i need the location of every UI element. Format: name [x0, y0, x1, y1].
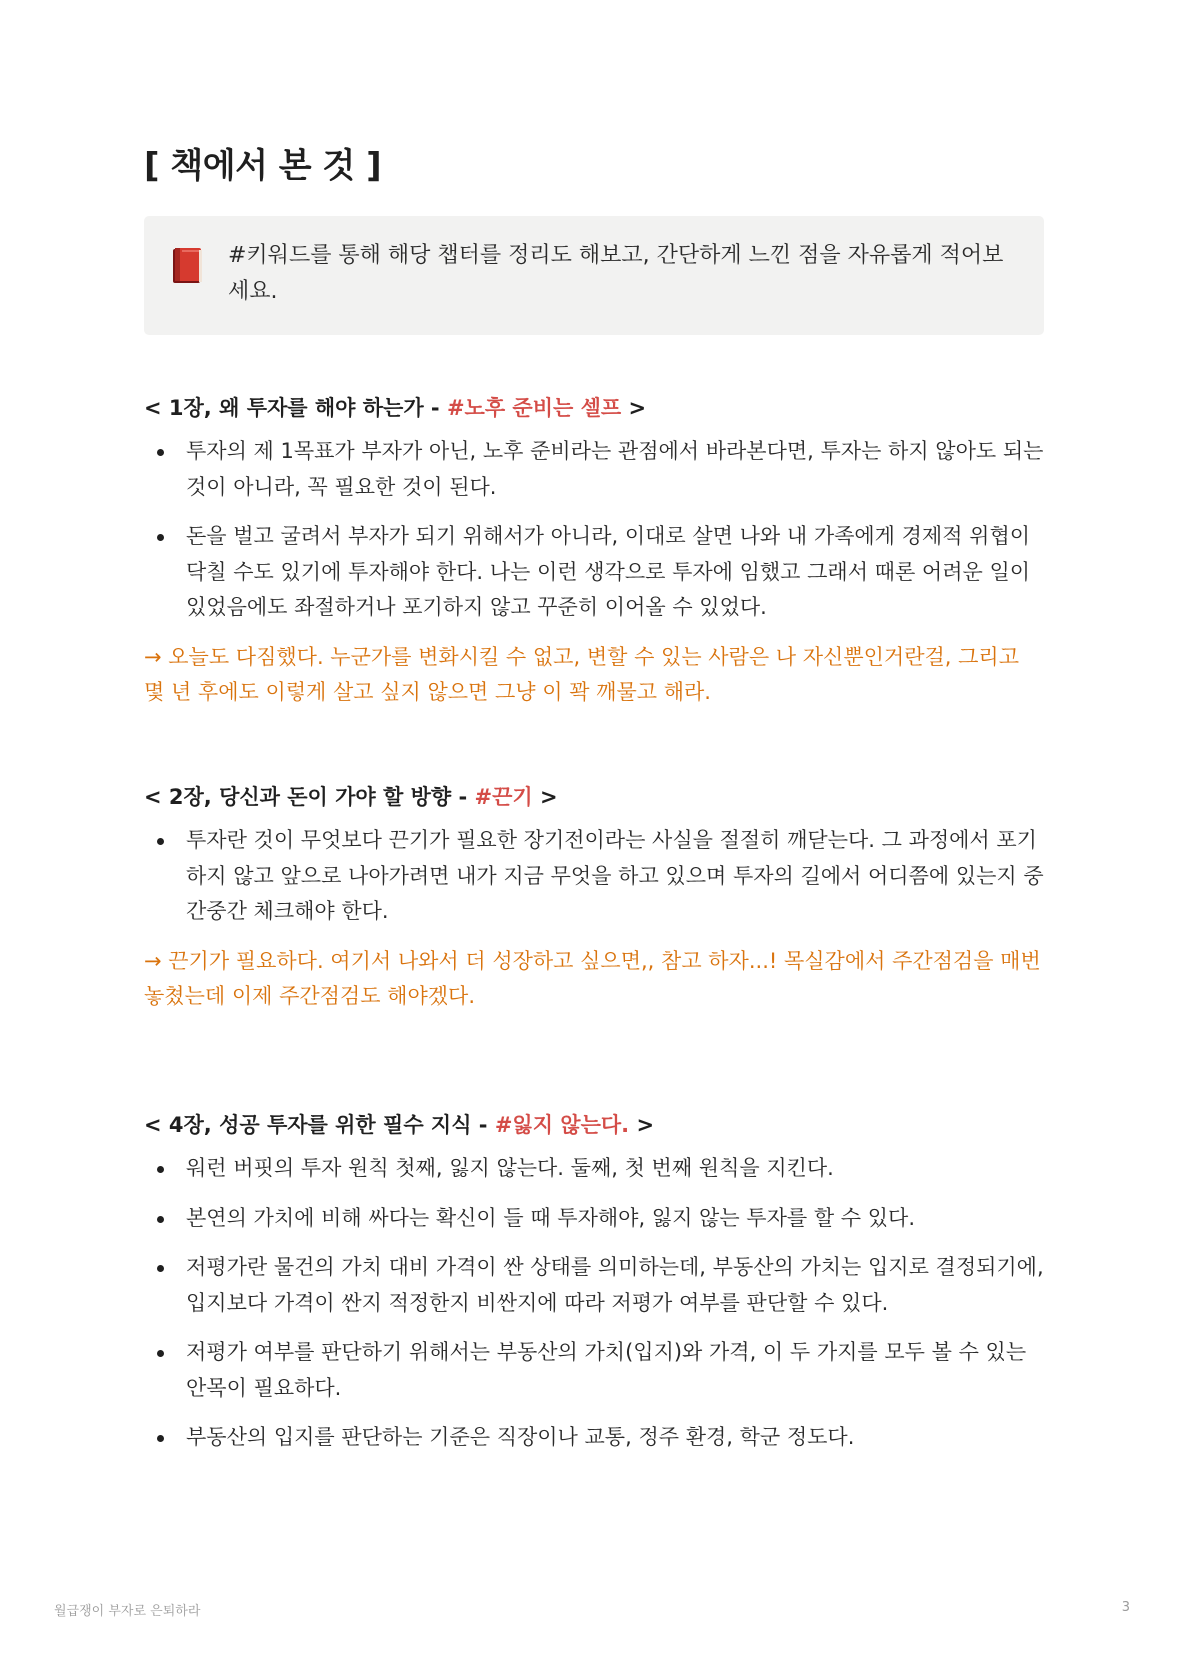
bullet-list — [144, 823, 1044, 930]
list-item: 본연의 가치에 비해 싸다는 확신이 들 때 투자해야, 잃지 않는 투자를 할 수 있다. — [144, 1201, 1044, 1237]
list-item: 돈을 벌고 굴려서 부자가 되기 위해서가 아니라, 이대로 살면 나와 내 가족에게 경제적 위협이 닥칠 수도 있기에 투자해야 한다. 나는 이런 생각으로 투자에 임했고 그래서 때론 어려운 일이 있었음에도 좌절하거나 포기하지 않고 꾸준히 이어올 수 있었다. — [144, 519, 1044, 626]
callout-text: #키워드를 통해 해당 챕터를 정리도 해보고, 간단하게 느낀 점을 자유롭게 적어보세요. — [228, 243, 1004, 304]
section-heading — [144, 1110, 1044, 1140]
footer-page-number: 3 — [1121, 1600, 1130, 1615]
heading-prefix: < 1장, 왜 투자를 해야 하는가 - — [144, 396, 447, 420]
page-title: [ 책에서 본 것 ] — [144, 146, 382, 186]
section-chapter-2 — [144, 782, 1044, 1015]
list-item: 저평가 여부를 판단하기 위해서는 부동산의 가치(입지)와 가격, 이 두 가지를 모두 볼 수 있는 안목이 필요하다. — [144, 1335, 1044, 1406]
heading-keyword: #끈기 — [474, 785, 533, 809]
section-chapter-1 — [144, 393, 1044, 711]
bullet-list — [144, 1151, 1044, 1456]
section-heading — [144, 782, 1044, 812]
red-book-icon — [170, 246, 204, 286]
heading-suffix: > — [629, 1113, 655, 1137]
heading-suffix: > — [621, 396, 647, 420]
heading-keyword: #노후 준비는 셀프 — [446, 396, 622, 420]
list-item: 부동산의 입지를 판단하는 기준은 직장이나 교통, 정주 환경, 학군 정도다. — [144, 1420, 1044, 1456]
list-item: 투자란 것이 무엇보다 끈기가 필요한 장기전이라는 사실을 절절히 깨닫는다. 그 과정에서 포기하지 않고 앞으로 나아가려면 내가 지금 무엇을 하고 있으며 투자의 길에서 어디쯤에 있는지 중간중간 체크해야 한다. — [144, 823, 1044, 930]
section-heading — [144, 393, 1044, 423]
reflection-note: → 끈기가 필요하다. 여기서 나와서 더 성장하고 싶으면,, 참고 하자...! 목실감에서 주간점검을 매번 놓쳤는데 이제 주간점검도 해야겠다. — [144, 948, 1041, 1008]
heading-keyword: #잃지 않는다. — [494, 1113, 630, 1137]
callout-box — [144, 216, 1044, 335]
heading-prefix: < 4장, 성공 투자를 위한 필수 지식 - — [144, 1113, 495, 1137]
reflection-note: → 오늘도 다짐했다. 누군가를 변화시킬 수 없고, 변할 수 있는 사람은 나 자신뿐인거란걸, 그리고 몇 년 후에도 이렇게 살고 싶지 않으면 그냥 이 꽉 깨물고 해라. — [144, 644, 1019, 704]
bullet-list — [144, 434, 1044, 626]
heading-suffix: > — [532, 785, 558, 809]
heading-prefix: < 2장, 당신과 돈이 가야 할 방향 - — [144, 785, 475, 809]
list-item: 워런 버핏의 투자 원칙 첫째, 잃지 않는다. 둘째, 첫 번째 원칙을 지킨다. — [144, 1151, 1044, 1187]
footer-book-title: 월급쟁이 부자로 은퇴하라 — [54, 1604, 201, 1619]
section-chapter-4 — [144, 1110, 1044, 1456]
list-item: 투자의 제 1목표가 부자가 아닌, 노후 준비라는 관점에서 바라본다면, 투자는 하지 않아도 되는 것이 아니라, 꼭 필요한 것이 된다. — [144, 434, 1044, 505]
list-item: 저평가란 물건의 가치 대비 가격이 싼 상태를 의미하는데, 부동산의 가치는 입지로 결정되기에, 입지보다 가격이 싼지 적정한지 비싼지에 따라 저평가 여부를 판단할 수 있다. — [144, 1250, 1044, 1321]
